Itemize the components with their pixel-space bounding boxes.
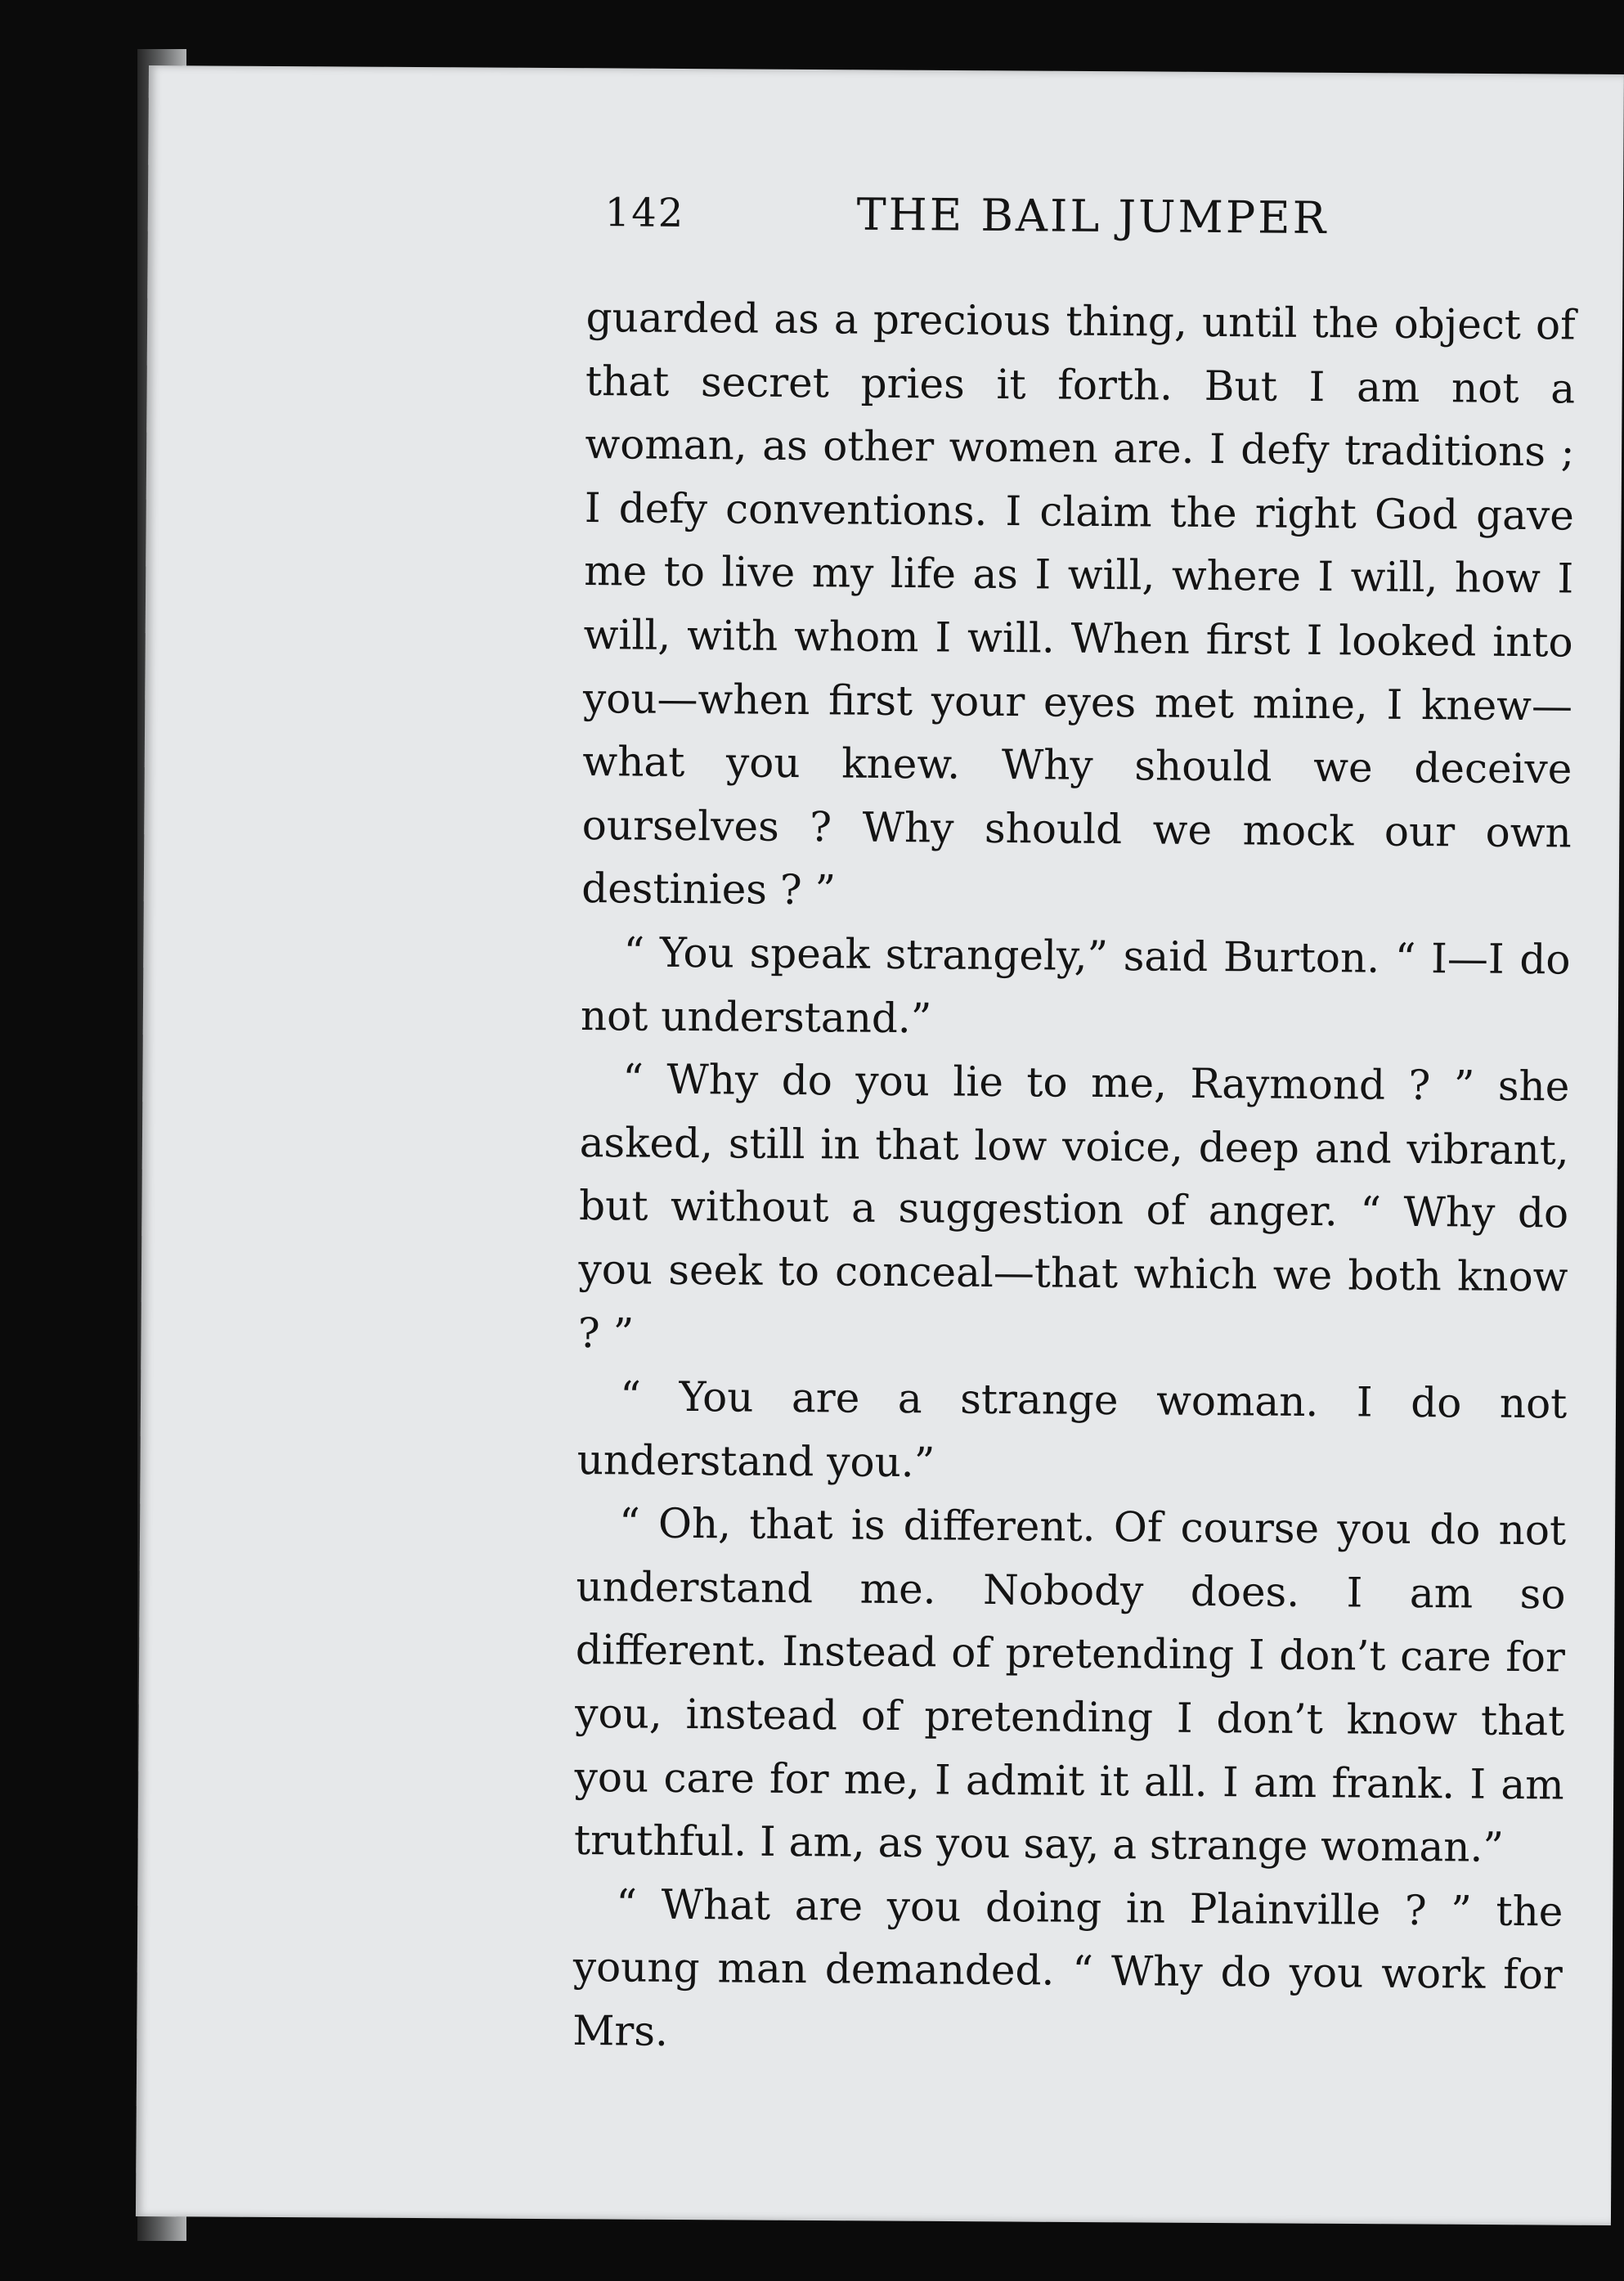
- running-head: [586, 180, 1577, 262]
- paragraph-2: “ You speak strangely,” said Burton. “ I—I do not understand.”: [580, 928, 1571, 1042]
- paragraph-5: “ Oh, that is different. Of course you do not understand me. Nobody does. I am so different. Instead of pretending I don’t care for you, instead of pretending I don’t know that you care for me, I admit it all. I am frank. I am truthful. I am, as you say, a strange woman.”: [573, 1499, 1567, 1872]
- paragraph-3: “ Why do you lie to me, Raymond ? ” she asked, still in that low voice, deep and vibrant, but without a suggestion of anger. “ Why do you seek to conceal—that which we both know ? ”: [577, 1055, 1570, 1357]
- body-text: [572, 286, 1576, 2071]
- page-content: [572, 180, 1577, 2071]
- page-number: 142: [604, 190, 685, 236]
- paragraph-4: “ You are a strange woman. I do not understand you.”: [576, 1372, 1568, 1487]
- paragraph-1: guarded as a precious thing, until the object of that secret pries it forth. But I am not a woman, as other women are. I defy traditions ; I defy conventions. I claim the right God gave me to live my life as I will, where I will, how I will, with whom I will. When first I looked into you—when first your eyes met mine, I knew—what you knew. Why should we deceive ourselves ? Why should we mock our own destinies ? ”: [581, 293, 1576, 914]
- book-title: THE BAIL JUMPER: [856, 188, 1329, 245]
- paragraph-6: “ What are you doing in Plainville ? ” the young man demanded. “ Why do you work for Mrs.: [572, 1880, 1563, 2055]
